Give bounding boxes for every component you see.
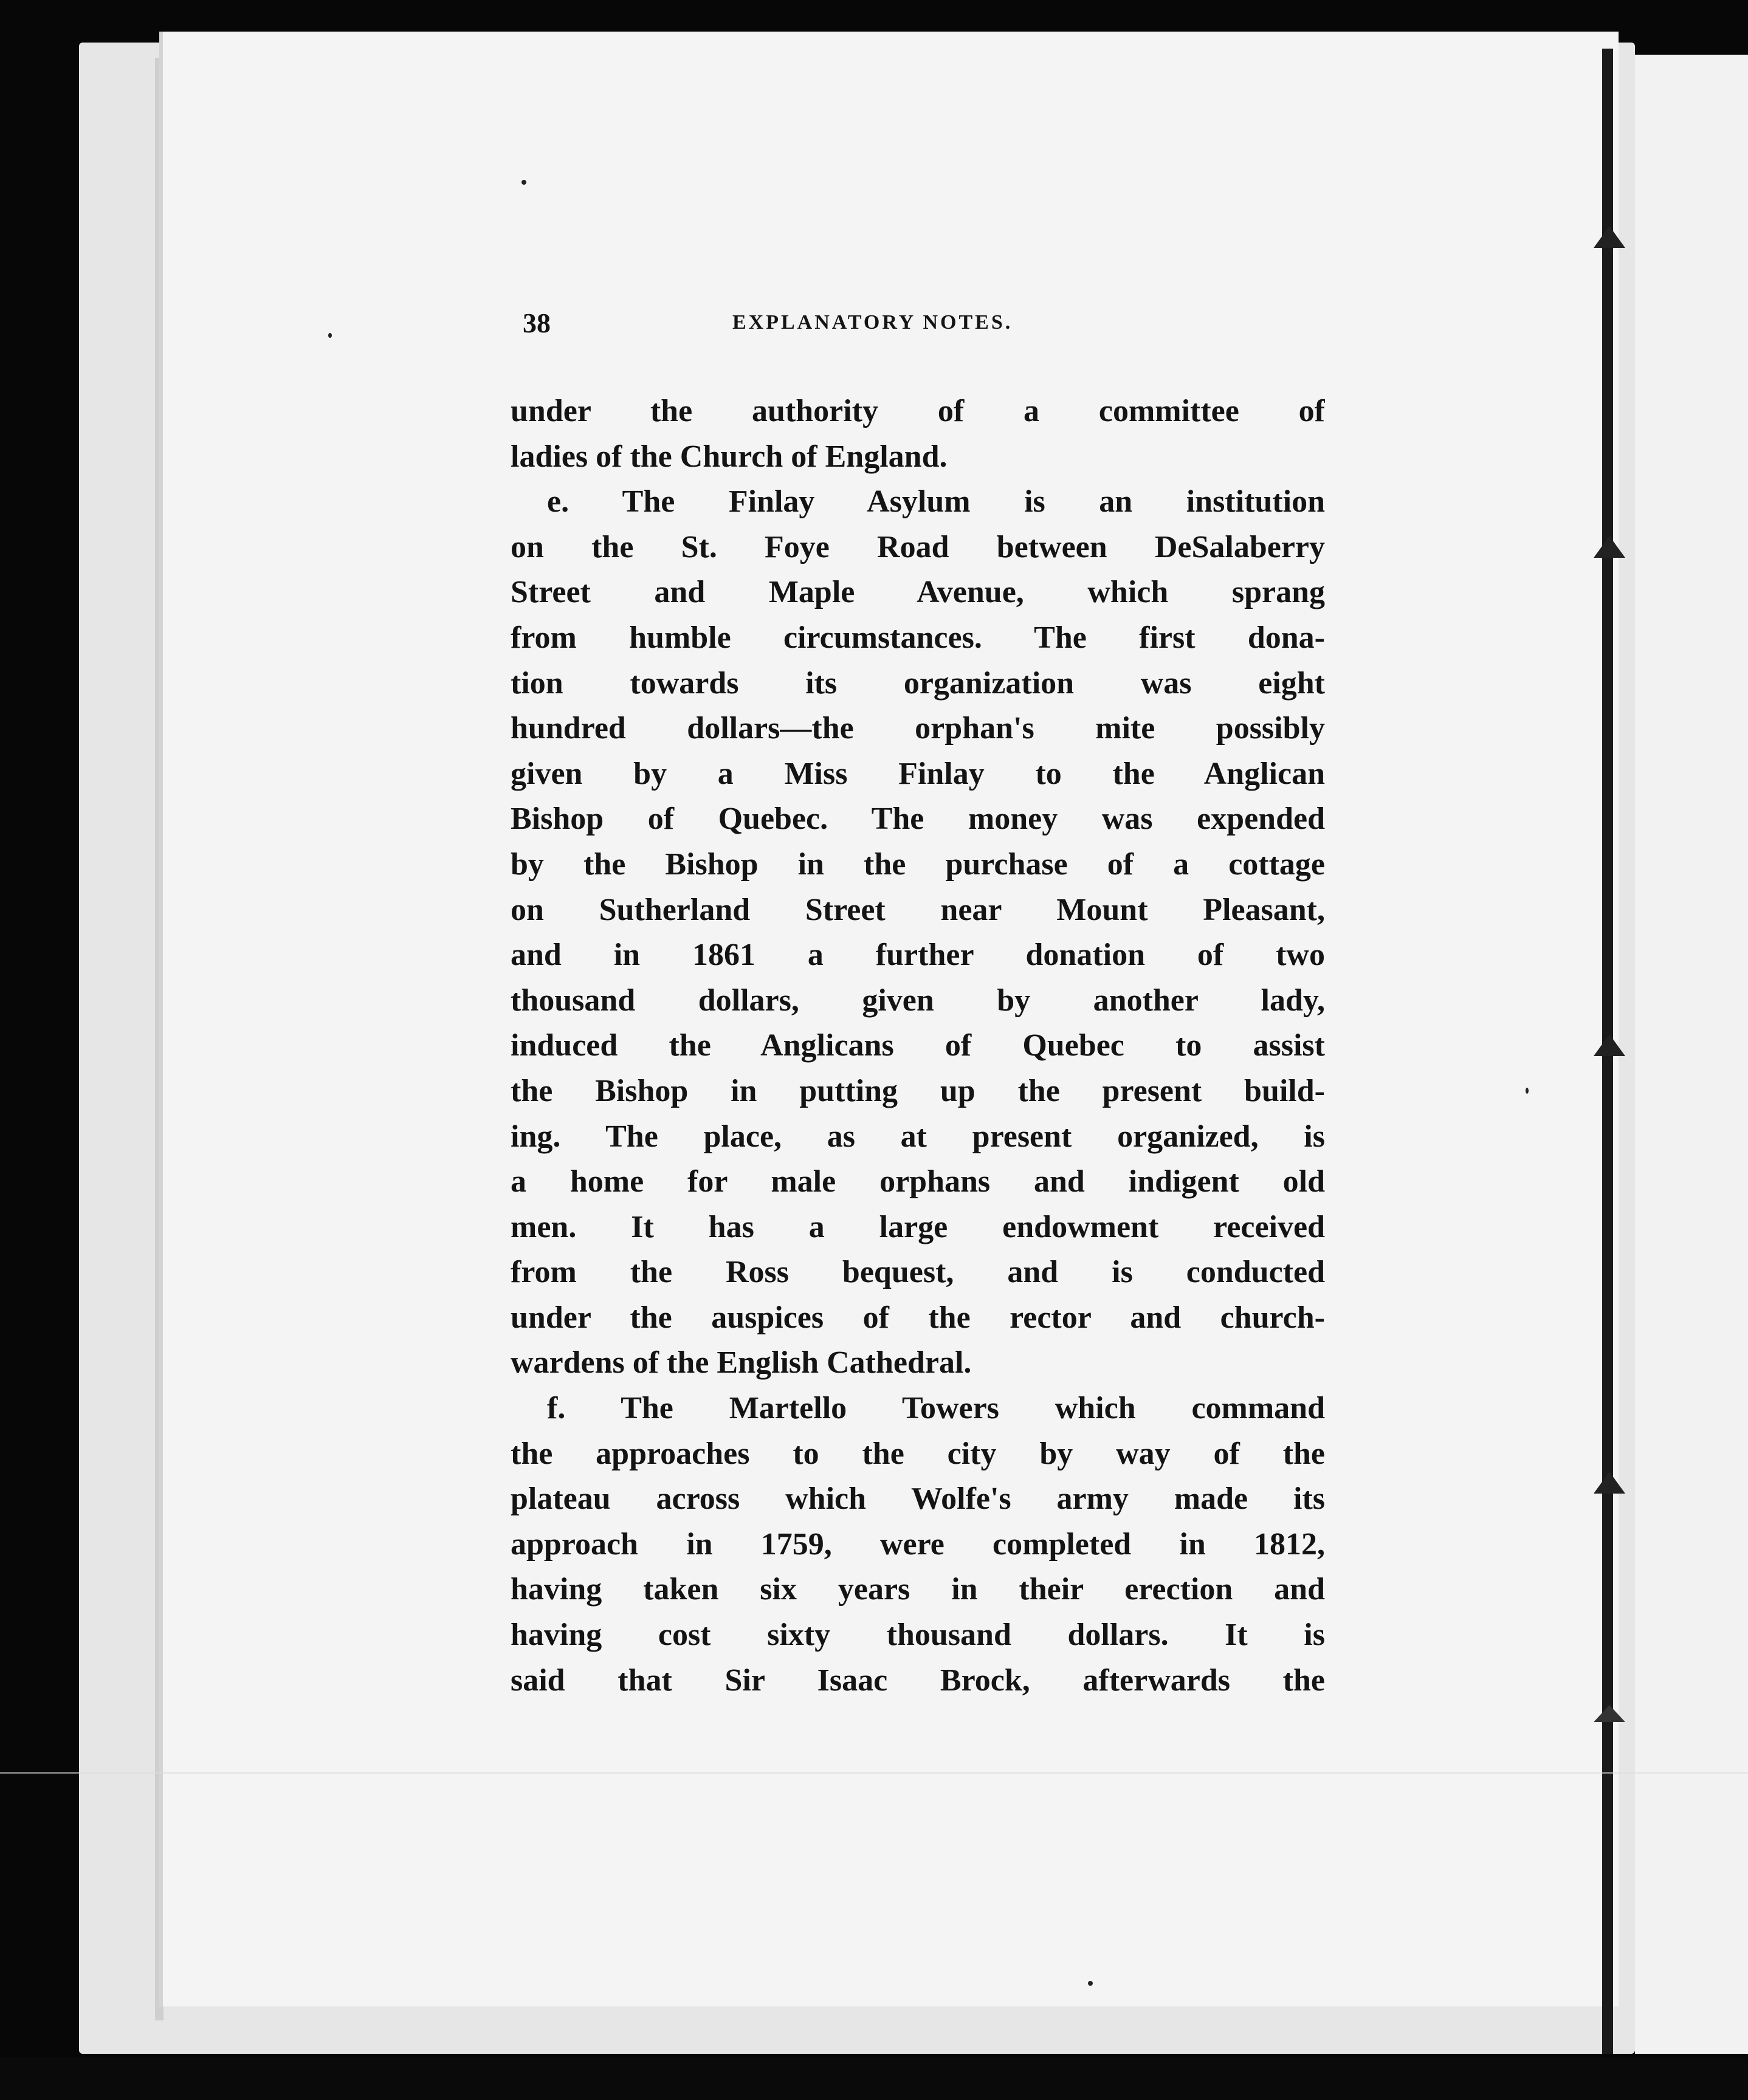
facing-page	[1635, 55, 1748, 2054]
text-line: and in 1861 a further donation of two	[511, 938, 1325, 973]
dust-speck	[328, 333, 332, 338]
text-line: approach in 1759, were completed in 1812,	[511, 1526, 1325, 1562]
text-line: said that Sir Isaac Brock, afterwards the	[511, 1662, 1325, 1698]
running-title: EXPLANATORY NOTES.	[732, 311, 1013, 334]
text-line: having taken six years in their erection and	[511, 1572, 1325, 1607]
text-line: ladies of the Church of England.	[511, 439, 948, 474]
binding-thread-mark	[1591, 1470, 1628, 1495]
text-line: thousand dollars, given by another lady,	[511, 983, 1325, 1018]
text-line: hundred dollars—the orphan's mite possibly	[511, 711, 1325, 746]
text-line: ing. The place, as at present organized, is	[511, 1119, 1325, 1154]
page-edge	[155, 58, 163, 2020]
binding-thread-mark	[1591, 535, 1628, 559]
text-line: tion towards its organization was eight	[511, 665, 1325, 701]
text-line: from humble circumstances. The first dona-	[511, 620, 1325, 655]
dust-speck	[521, 180, 526, 185]
text-line: having cost sixty thousand dollars. It is	[511, 1618, 1325, 1653]
dust-speck	[1088, 1981, 1093, 1986]
text-line: e. The Finlay Asylum is an institution	[547, 484, 1325, 520]
text-line: induced the Anglicans of Quebec to assist	[511, 1028, 1325, 1063]
scan-border	[0, 2057, 1748, 2100]
text-line: under the authority of a committee of	[511, 394, 1325, 428]
text-line: wardens of the English Cathedral.	[511, 1345, 972, 1381]
text-line: on Sutherland Street near Mount Pleasant,	[511, 892, 1325, 927]
text-line: the Bishop in putting up the present build-	[511, 1073, 1325, 1108]
text-line: plateau across which Wolfe's army made its	[511, 1481, 1325, 1517]
text-line: Street and Maple Avenue, which sprang	[511, 575, 1325, 610]
text-line: given by a Miss Finlay to the Anglican	[511, 756, 1325, 791]
body-text	[511, 389, 1325, 1703]
binding-thread-mark	[1591, 225, 1628, 249]
binding-thread-mark	[1591, 1701, 1628, 1726]
page-number: 38	[523, 307, 551, 338]
text-line: from the Ross bequest, and is conducted	[511, 1255, 1325, 1290]
text-line: under the auspices of the rector and church-	[511, 1300, 1325, 1335]
text-line: by the Bishop in the purchase of a cottage	[511, 846, 1325, 882]
text-line: Bishop of Quebec. The money was expended	[511, 801, 1325, 837]
running-head	[523, 307, 1130, 343]
binding-thread-mark	[1591, 1033, 1628, 1057]
dust-speck	[1526, 1088, 1529, 1094]
text-line: on the St. Foye Road between DeSalaberry	[511, 529, 1325, 564]
text-line: a home for male orphans and indigent old	[511, 1164, 1325, 1199]
text-line: the approaches to the city by way of the	[511, 1436, 1325, 1471]
text-line: men. It has a large endowment received	[511, 1209, 1325, 1244]
scan-artifact-line	[0, 1772, 1748, 1774]
text-line: f. The Martello Towers which command	[547, 1391, 1325, 1426]
